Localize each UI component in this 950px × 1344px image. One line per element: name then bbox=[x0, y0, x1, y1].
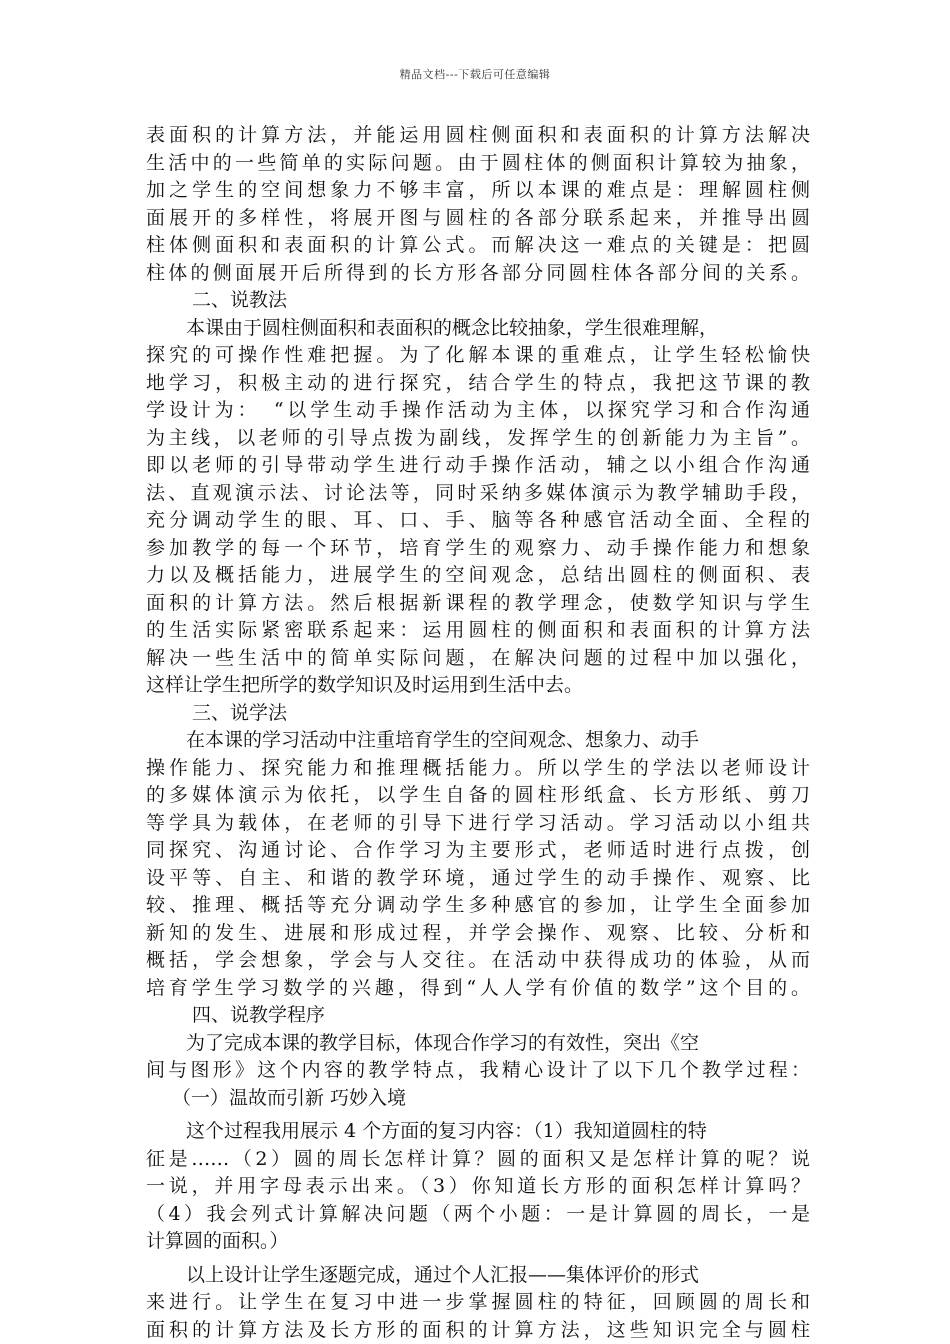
text-line: 较、推理、概括等充分调动学生多种感官的参加，让学生全面参加 bbox=[146, 894, 810, 916]
text-line: 法、直观演示法、讨论法等，同时采纳多媒体演示为教学辅助手段， bbox=[146, 481, 810, 504]
text-line: 三、说学法 bbox=[192, 701, 288, 724]
text-line: 地学习，积极主动的进行探究，结合学生的特点，我把这节课的教 bbox=[146, 371, 810, 394]
text-line: 本课由于圆柱侧面积和表面积的概念比较抽象，学生很难理解， bbox=[186, 316, 719, 339]
text-line: 力以及概括能力，进展学生的空间观念，总结出圆柱的侧面积、表 bbox=[146, 564, 810, 586]
text-line: 柱体的侧面展开后所得到的长方形各部分同圆柱体各部分间的关系。 bbox=[146, 261, 810, 284]
text-line: 概括，学会想象，学会与人交往。在活动中获得成功的体验，从而 bbox=[146, 949, 810, 971]
text-line: 来进行。让学生在复习中进一步掌握圆柱的特征，回顾圆的周长和 bbox=[146, 1291, 810, 1313]
text-line: （4）我会列式计算解决问题（两个小题：一是计算圆的周长，一是 bbox=[146, 1202, 810, 1225]
text-line: 生活中的一些简单的实际问题。由于圆柱体的侧面积计算较为抽象， bbox=[146, 151, 810, 174]
text-line: 为主线，以老师的引导点拨为副线，发挥学生的创新能力为主旨”。 bbox=[146, 426, 810, 449]
text-line: 加之学生的空间想象力不够丰富，所以本课的难点是：理解圆柱侧 bbox=[146, 179, 810, 201]
text-line: 这个过程我用展示 4 个方面的复习内容：（1）我知道圆柱的特 bbox=[186, 1120, 707, 1142]
text-line: 同探究、沟通讨论、合作学习为主要形式，老师适时进行点拨，创 bbox=[146, 839, 810, 861]
text-line: 这样让学生把所学的数学知识及时运用到生活中去。 bbox=[146, 674, 584, 696]
text-line: 四、说教学程序 bbox=[192, 1004, 326, 1026]
text-line: 等学具为载体，在老师的引导下进行学习活动。学习活动以小组共 bbox=[146, 811, 810, 834]
text-line: 学设计为： “以学生动手操作活动为主体，以探究学习和合作沟通 bbox=[146, 399, 810, 421]
text-line: 培育学生学习数学的兴趣，得到“人人学有价值的数学”这个目的。 bbox=[146, 976, 810, 999]
text-line: 面积的计算方法。然后根据新课程的教学理念，使数学知识与学生 bbox=[146, 591, 810, 614]
text-line: 以上设计让学生逐题完成，通过个人汇报——集体评价的形式 bbox=[186, 1263, 700, 1286]
text-line: 一说，并用字母表示出来。（3）你知道长方形的面积怎样计算吗？ bbox=[146, 1175, 810, 1197]
text-line: 操作能力、探究能力和推理概括能力。所以学生的学法以老师设计 bbox=[146, 756, 810, 779]
page-header: 精品文档---下载后可任意编辑 bbox=[399, 68, 551, 81]
text-line: 设平等、自主、和谐的教学环境，通过学生的动手操作、观察、比 bbox=[146, 866, 810, 889]
text-line: 即以老师的引导带动学生进行动手操作活动，辅之以小组合作沟通 bbox=[146, 454, 810, 476]
text-line: 征是……（2）圆的周长怎样计算？圆的面积又是怎样计算的呢？说 bbox=[146, 1147, 810, 1170]
text-line: 解决一些生活中的简单实际问题，在解决问题的过程中加以强化， bbox=[146, 646, 810, 669]
text-line: 为了完成本课的教学目标，体现合作学习的有效性，突出《空 bbox=[186, 1031, 700, 1054]
text-line: 柱体侧面积和表面积的计算公式。而解决这一难点的关键是：把圆 bbox=[146, 234, 810, 256]
text-line: 在本课的学习活动中注重培育学生的空间观念、想象力、动手 bbox=[186, 729, 700, 751]
text-line: （一）温故而引新 巧妙入境 bbox=[172, 1086, 407, 1109]
text-line: 的多媒体演示为依托，以学生自备的圆柱形纸盒、长方形纸、剪刀 bbox=[146, 784, 810, 806]
text-line: 表面积的计算方法，并能运用圆柱侧面积和表面积的计算方法解决 bbox=[146, 124, 810, 146]
text-line: 面积的计算方法及长方形的面积的计算方法，这些知识完全与圆柱 bbox=[146, 1318, 810, 1341]
text-line: 面展开的多样性，将展开图与圆柱的各部分联系起来，并推导出圆 bbox=[146, 206, 810, 229]
text-line: 充分调动学生的眼、耳、口、手、脑等各种感官活动全面、全程的 bbox=[146, 509, 810, 531]
text-line: 参加教学的每一个环节，培育学生的观察力、动手操作能力和想象 bbox=[146, 536, 810, 559]
text-line: 计算圆的面积。） bbox=[146, 1230, 289, 1252]
text-line: 新知的发生、进展和形成过程，并学会操作、观察、比较、分析和 bbox=[146, 921, 810, 944]
text-line: 探究的可操作性难把握。为了化解本课的重难点，让学生轻松愉快 bbox=[146, 344, 810, 366]
text-line: 二、说教法 bbox=[192, 289, 288, 311]
document-body bbox=[146, 122, 810, 1344]
text-line: 间与图形》这个内容的教学特点，我精心设计了以下几个教学过程： bbox=[146, 1059, 810, 1081]
text-line: 的生活实际紧密联系起来：运用圆柱的侧面积和表面积的计算方法 bbox=[146, 619, 810, 641]
